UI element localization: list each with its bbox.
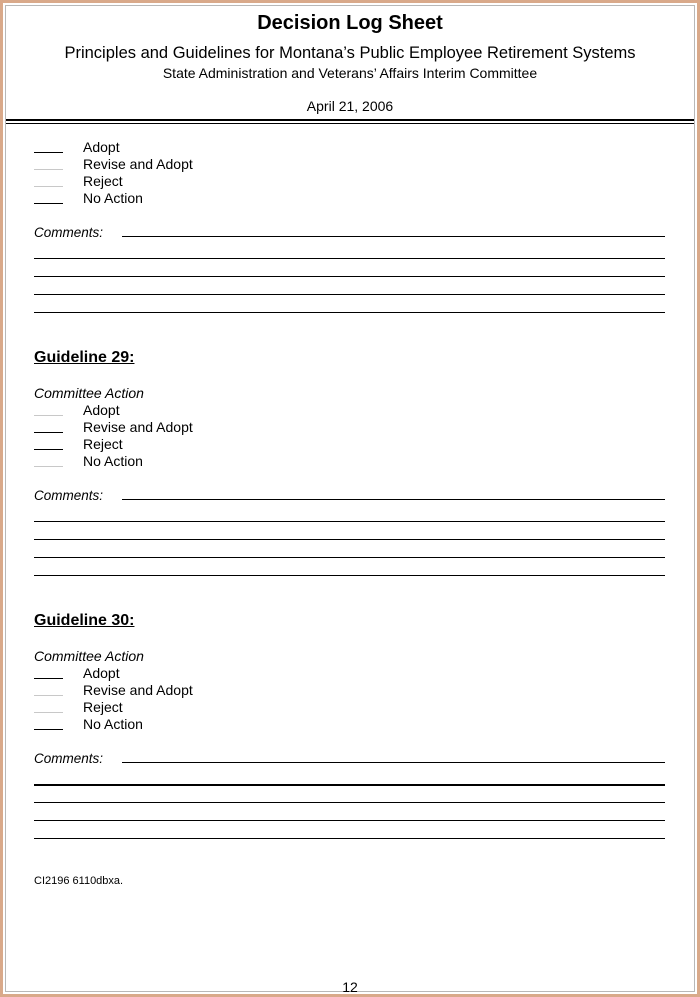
comment-line[interactable] — [34, 539, 665, 540]
option-label: Revise and Adopt — [83, 419, 193, 435]
comments-label: Comments: — [34, 225, 104, 240]
comments-label: Comments: — [34, 488, 104, 503]
option-label: Revise and Adopt — [83, 682, 193, 698]
comment-line[interactable] — [34, 820, 665, 821]
checkbox-blank[interactable] — [34, 449, 63, 450]
comment-line[interactable] — [34, 276, 665, 277]
comment-line[interactable] — [34, 802, 665, 803]
comment-line[interactable] — [34, 312, 665, 313]
document-code: CI2196 6110dbxa. — [34, 875, 124, 887]
page-number: 12 — [342, 979, 358, 995]
comment-line[interactable] — [34, 557, 665, 558]
checkbox-blank[interactable] — [34, 466, 63, 467]
checkbox-blank[interactable] — [34, 678, 63, 679]
header-divider-thin — [6, 123, 694, 124]
checkbox-blank[interactable] — [34, 432, 63, 433]
document-date: April 21, 2006 — [306, 98, 394, 114]
comments-label: Comments: — [34, 751, 104, 766]
committee-action-label: Committee Action — [34, 648, 144, 664]
document-subtitle: Principles and Guidelines for Montana’s Public Employee Retirement Systems — [64, 44, 636, 62]
option-label: Reject — [83, 173, 123, 189]
option-label: Revise and Adopt — [83, 156, 193, 172]
comment-line[interactable] — [34, 294, 665, 295]
comment-line[interactable] — [34, 838, 665, 839]
comment-line[interactable] — [34, 521, 665, 522]
option-label: No Action — [83, 190, 143, 206]
comment-line[interactable] — [34, 575, 665, 576]
comment-line[interactable] — [34, 784, 665, 786]
checkbox-blank[interactable] — [34, 186, 63, 187]
comment-line[interactable] — [34, 258, 665, 259]
checkbox-blank[interactable] — [34, 203, 63, 204]
committee-action-label: Committee Action — [34, 385, 144, 401]
option-label: No Action — [83, 716, 143, 732]
option-label: Adopt — [83, 139, 120, 155]
guideline-heading: Guideline 29: — [34, 349, 135, 366]
checkbox-blank[interactable] — [34, 712, 63, 713]
checkbox-blank[interactable] — [34, 415, 63, 416]
option-label: Reject — [83, 436, 123, 452]
committee-name: State Administration and Veterans’ Affairs Interim Committee — [162, 65, 538, 81]
comment-line[interactable] — [122, 762, 665, 763]
option-label: Adopt — [83, 402, 120, 418]
header-divider — [6, 119, 694, 121]
checkbox-blank[interactable] — [34, 695, 63, 696]
guideline-heading: Guideline 30: — [34, 612, 135, 629]
comment-line[interactable] — [122, 499, 665, 500]
checkbox-blank[interactable] — [34, 152, 63, 153]
option-label: Reject — [83, 699, 123, 715]
document-title: Decision Log Sheet — [257, 12, 443, 34]
option-label: No Action — [83, 453, 143, 469]
option-label: Adopt — [83, 665, 120, 681]
checkbox-blank[interactable] — [34, 729, 63, 730]
checkbox-blank[interactable] — [34, 169, 63, 170]
comment-line[interactable] — [122, 236, 665, 237]
